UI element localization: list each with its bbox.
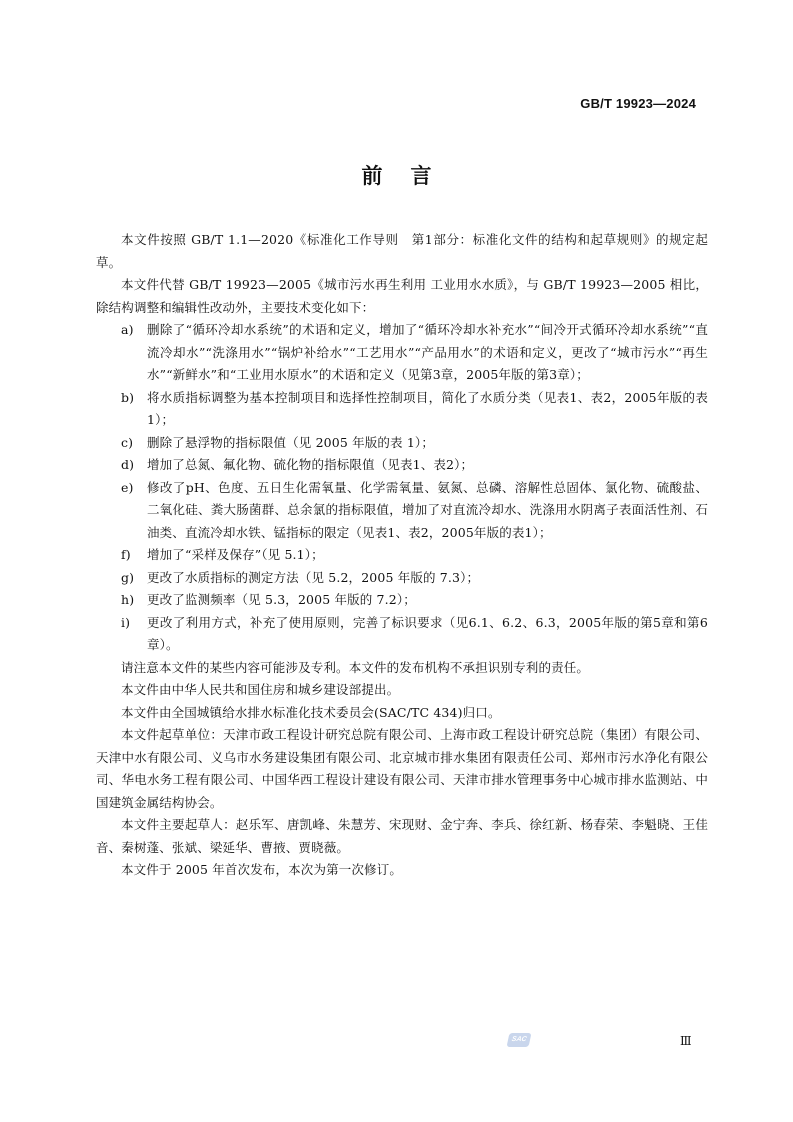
document-body (96, 229, 708, 882)
list-item-label: e) (121, 479, 134, 495)
list-item (96, 544, 708, 567)
paragraph-replacement: 本文件代替 GB/T 19923—2005《城市污水再生利用 工业用水水质》，与 GB/T 19923—2005 相比，除结构调整和编辑性改动外，主要技术变化如下： (96, 277, 708, 315)
paragraph-drafters: 本文件主要起草人：赵乐军、唐凯峰、朱慧芳、宋现财、金宁奔、李兵、徐红新、杨春荣、李魁晓、王佳音、秦树蓬、张斌、梁延华、曹掖、贾晓薇。 (96, 817, 708, 855)
list-item (96, 589, 708, 612)
list-item (96, 612, 708, 657)
list-item-label: i) (121, 614, 131, 630)
list-item-text: 修改了pH、色度、五日生化需氧量、化学需氧量、氨氮、总磷、溶解性总固体、氯化物、硫酸盐、二氧化硅、粪大肠菌群、总余氯的指标限值，增加了对直流冷却水、洗涤用水阴离子表面活性剂、石油类、直流冷却水铁、锰指标的限定（见表1、表2，2005年版的表1）； (147, 479, 708, 540)
paragraph-drafting-units: 本文件起草单位：天津市政工程设计研究总院有限公司、上海市政工程设计研究总院（集团）有限公司、天津中水有限公司、义乌市水务建设集团有限公司、北京城市排水集团有限责任公司、郑州市污水净化有限公司、华电水务工程有限公司、中国华西工程设计建设有限公司、天津市排水管理事务中心城市排水监测站、中国建筑金属结构协会。 (96, 727, 708, 810)
list-item (96, 319, 708, 387)
list-item-label: b) (121, 389, 135, 405)
list-item-text: 增加了总氮、氟化物、硫化物的指标限值（见表1、表2）； (147, 457, 474, 472)
list-item (96, 387, 708, 432)
list-item-label: c) (121, 434, 134, 450)
list-item-text: 更改了监测频率（见 5.3，2005 年版的 7.2）； (147, 592, 416, 607)
list-item-text: 删除了“循环冷却水系统”的术语和定义，增加了“循环冷却水补充水”“间冷开式循环冷却水系统”“直流冷却水”“洗涤用水”“锅炉补给水”“工艺用水”“产品用水”的术语和定义，更改了“城市污水”“再生水”“新鲜水”和“工业用水原水”的术语和定义（见第3章，2005年版的第3章）； (147, 322, 708, 382)
paragraph-committee: 本文件由全国城镇给水排水标准化技术委员会(SAC/TC 434)归口。 (121, 704, 501, 720)
list-item-label: g) (121, 569, 135, 585)
sac-logo (507, 1033, 532, 1047)
paragraph-proposer: 本文件由中华人民共和国住房和城乡建设部提出。 (121, 682, 400, 697)
changes-list (96, 319, 708, 657)
list-item-text: 更改了利用方式，补充了使用原则，完善了标识要求（见6.1、6.2、6.3，2005年版的第5章和第6章）。 (147, 614, 708, 652)
list-item-label: d) (121, 457, 135, 472)
page-title: 前言 (361, 164, 460, 188)
list-item (96, 432, 708, 455)
list-item-label: f) (121, 547, 131, 562)
list-item (96, 454, 708, 477)
paragraph-patent-notice: 请注意本文件的某些内容可能涉及专利。本文件的发布机构不承担识别专利的责任。 (121, 659, 590, 675)
list-item-text: 将水质指标调整为基本控制项目和选择性控制项目，简化了水质分类（见表1、表2，2005年版的表1）； (147, 389, 708, 427)
standard-code: GB/T 19923—2024 (580, 96, 696, 111)
paragraph-drafting-rules: 本文件按照 GB/T 1.1—2020《标准化工作导则 第1部分：标准化文件的结构和起草规则》的规定起草。 (96, 232, 708, 270)
paragraph-history: 本文件于 2005 年首次发布，本次为第一次修订。 (121, 862, 403, 877)
sac-logo-text: SAC (510, 1036, 528, 1043)
list-item-label: h) (121, 592, 135, 607)
list-item-text: 删除了悬浮物的指标限值（见 2005 年版的表 1）； (147, 434, 434, 450)
list-item-text: 增加了“采样及保存”（见 5.1）； (147, 547, 324, 562)
list-item-label: a) (121, 322, 134, 337)
list-item-text: 更改了水质指标的测定方法（见 5.2，2005 年版的 7.3）； (147, 569, 480, 585)
list-item (96, 567, 708, 590)
list-item (96, 477, 708, 545)
page-number: Ⅲ (680, 1034, 692, 1048)
